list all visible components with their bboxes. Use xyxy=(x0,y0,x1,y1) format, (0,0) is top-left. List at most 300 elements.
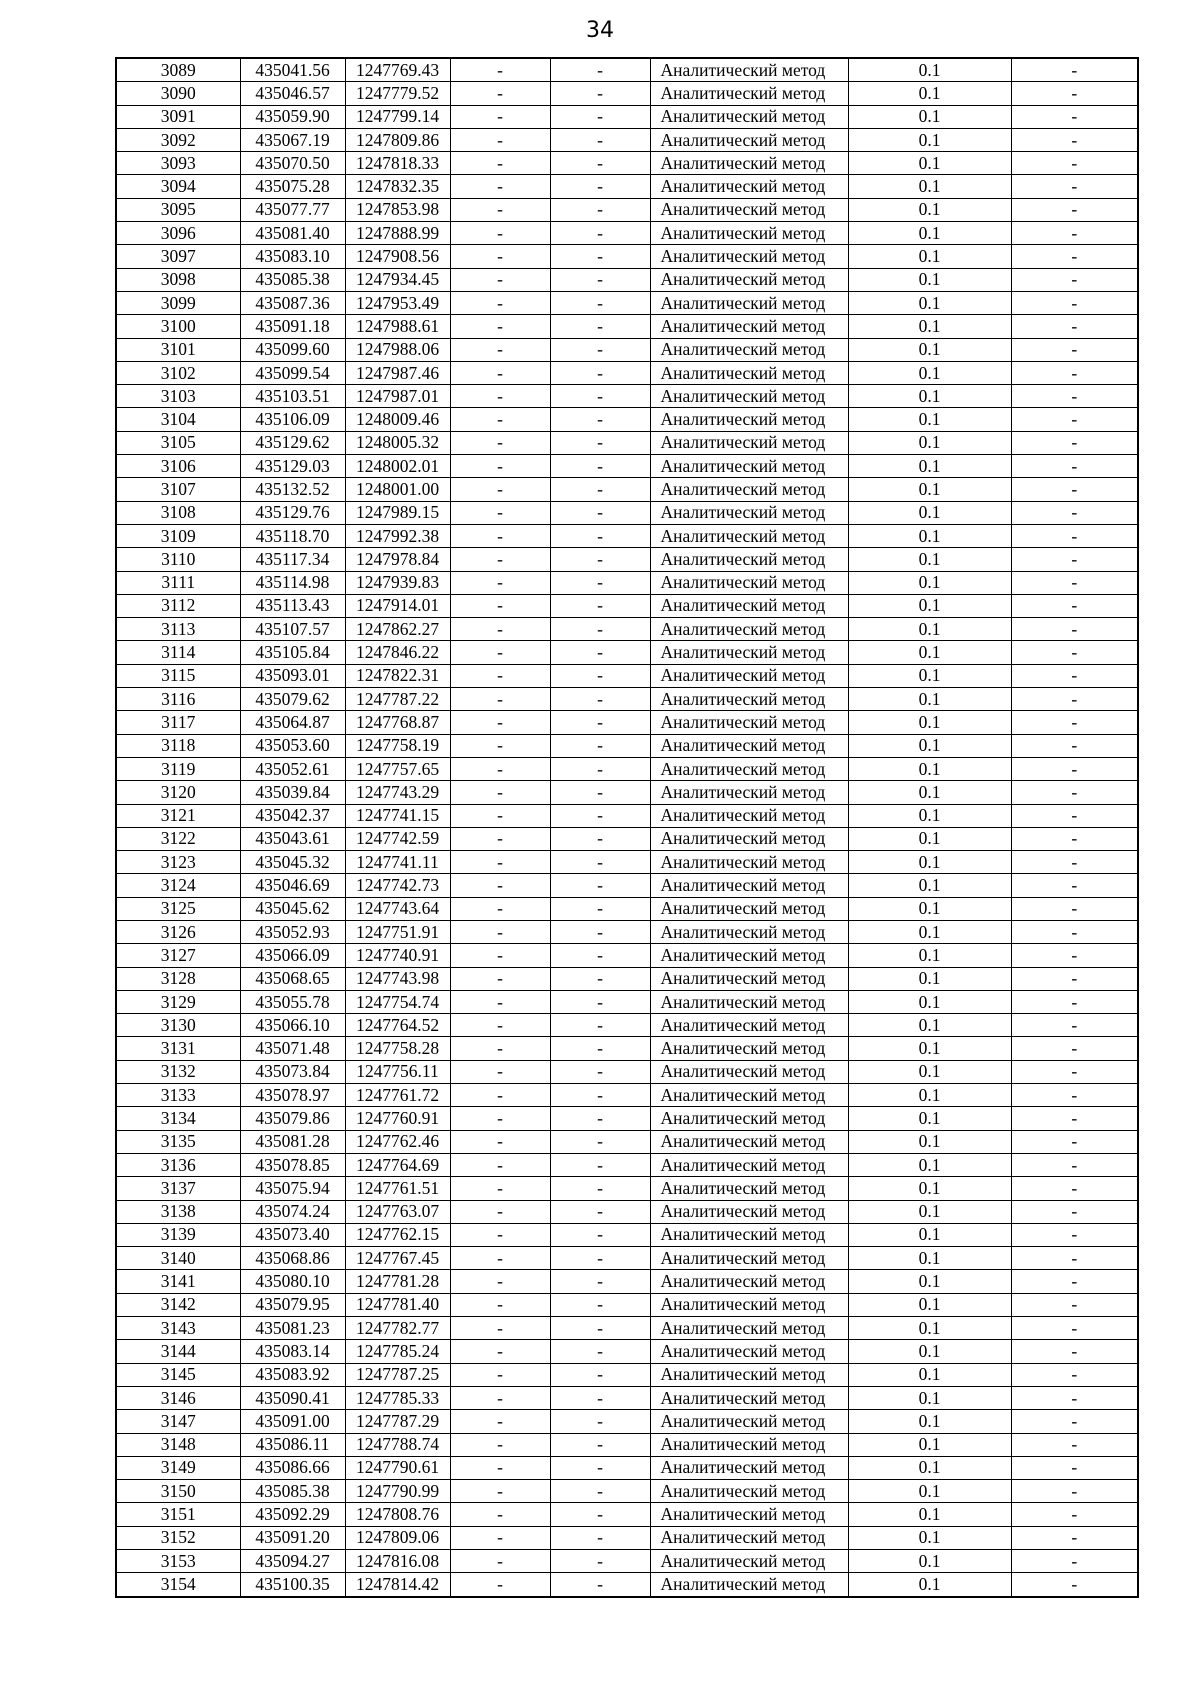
x-coordinate: 435129.62 xyxy=(240,431,345,454)
point-number: 3118 xyxy=(116,734,240,757)
point-number: 3092 xyxy=(116,128,240,151)
point-number: 3121 xyxy=(116,804,240,827)
accuracy-value: 0.1 xyxy=(848,688,1011,711)
point-number: 3100 xyxy=(116,315,240,338)
table-row xyxy=(116,1130,1138,1153)
point-number: 3142 xyxy=(116,1293,240,1316)
y-coordinate: 1248002.01 xyxy=(345,455,450,478)
col-8-value: - xyxy=(1011,804,1138,827)
col-5-value: - xyxy=(550,1060,650,1083)
col-4-value: - xyxy=(450,1456,550,1479)
method-name: Аналитический метод xyxy=(650,478,848,501)
col-5-value: - xyxy=(550,781,650,804)
table-row xyxy=(116,641,1138,664)
col-4-value: - xyxy=(450,501,550,524)
col-4-value: - xyxy=(450,920,550,943)
method-name: Аналитический метод xyxy=(650,571,848,594)
accuracy-value: 0.1 xyxy=(848,664,1011,687)
method-name: Аналитический метод xyxy=(650,385,848,408)
x-coordinate: 435068.65 xyxy=(240,967,345,990)
accuracy-value: 0.1 xyxy=(848,594,1011,617)
col-8-value: - xyxy=(1011,1480,1138,1503)
col-4-value: - xyxy=(450,897,550,920)
y-coordinate: 1247743.64 xyxy=(345,897,450,920)
col-5-value: - xyxy=(550,897,650,920)
col-4-value: - xyxy=(450,1084,550,1107)
table-row xyxy=(116,1503,1138,1526)
y-coordinate: 1247934.45 xyxy=(345,268,450,291)
y-coordinate: 1247787.25 xyxy=(345,1363,450,1386)
col-5-value: - xyxy=(550,804,650,827)
col-4-value: - xyxy=(450,641,550,664)
x-coordinate: 435099.60 xyxy=(240,338,345,361)
accuracy-value: 0.1 xyxy=(848,361,1011,384)
col-5-value: - xyxy=(550,548,650,571)
x-coordinate: 435085.38 xyxy=(240,268,345,291)
point-number: 3154 xyxy=(116,1573,240,1597)
accuracy-value: 0.1 xyxy=(848,757,1011,780)
col-8-value: - xyxy=(1011,338,1138,361)
accuracy-value: 0.1 xyxy=(848,431,1011,454)
x-coordinate: 435046.57 xyxy=(240,82,345,105)
col-5-value: - xyxy=(550,338,650,361)
y-coordinate: 1247816.08 xyxy=(345,1550,450,1573)
x-coordinate: 435100.35 xyxy=(240,1573,345,1597)
method-name: Аналитический метод xyxy=(650,967,848,990)
col-5-value: - xyxy=(550,1573,650,1597)
y-coordinate: 1247862.27 xyxy=(345,618,450,641)
method-name: Аналитический метод xyxy=(650,1526,848,1549)
col-4-value: - xyxy=(450,757,550,780)
accuracy-value: 0.1 xyxy=(848,920,1011,943)
x-coordinate: 435107.57 xyxy=(240,618,345,641)
col-5-value: - xyxy=(550,711,650,734)
table-row xyxy=(116,338,1138,361)
col-5-value: - xyxy=(550,1177,650,1200)
table-row xyxy=(116,1107,1138,1130)
table-row xyxy=(116,268,1138,291)
x-coordinate: 435045.32 xyxy=(240,851,345,874)
y-coordinate: 1247767.45 xyxy=(345,1247,450,1270)
col-8-value: - xyxy=(1011,1177,1138,1200)
col-4-value: - xyxy=(450,1317,550,1340)
table-row xyxy=(116,1270,1138,1293)
x-coordinate: 435068.86 xyxy=(240,1247,345,1270)
method-name: Аналитический метод xyxy=(650,1084,848,1107)
table-row xyxy=(116,1526,1138,1549)
x-coordinate: 435067.19 xyxy=(240,128,345,151)
col-5-value: - xyxy=(550,1107,650,1130)
point-number: 3129 xyxy=(116,990,240,1013)
accuracy-value: 0.1 xyxy=(848,1526,1011,1549)
col-4-value: - xyxy=(450,874,550,897)
method-name: Аналитический метод xyxy=(650,198,848,221)
col-8-value: - xyxy=(1011,1223,1138,1246)
col-5-value: - xyxy=(550,1223,650,1246)
point-number: 3148 xyxy=(116,1433,240,1456)
method-name: Аналитический метод xyxy=(650,1433,848,1456)
accuracy-value: 0.1 xyxy=(848,1503,1011,1526)
accuracy-value: 0.1 xyxy=(848,128,1011,151)
point-number: 3094 xyxy=(116,175,240,198)
accuracy-value: 0.1 xyxy=(848,1223,1011,1246)
accuracy-value: 0.1 xyxy=(848,711,1011,734)
col-5-value: - xyxy=(550,198,650,221)
table-row xyxy=(116,1153,1138,1176)
point-number: 3145 xyxy=(116,1363,240,1386)
col-8-value: - xyxy=(1011,1060,1138,1083)
table-row xyxy=(116,827,1138,850)
col-5-value: - xyxy=(550,478,650,501)
method-name: Аналитический метод xyxy=(650,920,848,943)
x-coordinate: 435070.50 xyxy=(240,152,345,175)
col-8-value: - xyxy=(1011,1573,1138,1597)
x-coordinate: 435078.85 xyxy=(240,1153,345,1176)
col-8-value: - xyxy=(1011,1340,1138,1363)
col-4-value: - xyxy=(450,478,550,501)
table-row xyxy=(116,1573,1138,1597)
y-coordinate: 1247751.91 xyxy=(345,920,450,943)
col-4-value: - xyxy=(450,361,550,384)
method-name: Аналитический метод xyxy=(650,1200,848,1223)
col-5-value: - xyxy=(550,315,650,338)
col-5-value: - xyxy=(550,1550,650,1573)
col-4-value: - xyxy=(450,711,550,734)
y-coordinate: 1247988.06 xyxy=(345,338,450,361)
col-8-value: - xyxy=(1011,501,1138,524)
x-coordinate: 435081.28 xyxy=(240,1130,345,1153)
col-8-value: - xyxy=(1011,757,1138,780)
col-8-value: - xyxy=(1011,1247,1138,1270)
y-coordinate: 1247743.98 xyxy=(345,967,450,990)
x-coordinate: 435083.14 xyxy=(240,1340,345,1363)
y-coordinate: 1247762.46 xyxy=(345,1130,450,1153)
col-5-value: - xyxy=(550,1014,650,1037)
x-coordinate: 435080.10 xyxy=(240,1270,345,1293)
col-5-value: - xyxy=(550,571,650,594)
x-coordinate: 435114.98 xyxy=(240,571,345,594)
accuracy-value: 0.1 xyxy=(848,781,1011,804)
col-4-value: - xyxy=(450,967,550,990)
table-row xyxy=(116,361,1138,384)
col-8-value: - xyxy=(1011,1130,1138,1153)
col-8-value: - xyxy=(1011,920,1138,943)
point-number: 3151 xyxy=(116,1503,240,1526)
col-4-value: - xyxy=(450,524,550,547)
col-4-value: - xyxy=(450,105,550,128)
table-row xyxy=(116,897,1138,920)
accuracy-value: 0.1 xyxy=(848,1130,1011,1153)
method-name: Аналитический метод xyxy=(650,1550,848,1573)
accuracy-value: 0.1 xyxy=(848,82,1011,105)
col-8-value: - xyxy=(1011,1107,1138,1130)
col-8-value: - xyxy=(1011,734,1138,757)
x-coordinate: 435066.09 xyxy=(240,944,345,967)
table-row xyxy=(116,524,1138,547)
col-8-value: - xyxy=(1011,897,1138,920)
col-5-value: - xyxy=(550,455,650,478)
col-4-value: - xyxy=(450,734,550,757)
accuracy-value: 0.1 xyxy=(848,1177,1011,1200)
table-row xyxy=(116,920,1138,943)
col-4-value: - xyxy=(450,618,550,641)
method-name: Аналитический метод xyxy=(650,152,848,175)
col-4-value: - xyxy=(450,851,550,874)
method-name: Аналитический метод xyxy=(650,664,848,687)
method-name: Аналитический метод xyxy=(650,1247,848,1270)
point-number: 3091 xyxy=(116,105,240,128)
method-name: Аналитический метод xyxy=(650,1107,848,1130)
y-coordinate: 1247787.22 xyxy=(345,688,450,711)
x-coordinate: 435053.60 xyxy=(240,734,345,757)
col-4-value: - xyxy=(450,1526,550,1549)
accuracy-value: 0.1 xyxy=(848,641,1011,664)
method-name: Аналитический метод xyxy=(650,1503,848,1526)
method-name: Аналитический метод xyxy=(650,82,848,105)
x-coordinate: 435086.66 xyxy=(240,1456,345,1479)
method-name: Аналитический метод xyxy=(650,711,848,734)
method-name: Аналитический метод xyxy=(650,897,848,920)
col-4-value: - xyxy=(450,1177,550,1200)
method-name: Аналитический метод xyxy=(650,734,848,757)
col-4-value: - xyxy=(450,222,550,245)
accuracy-value: 0.1 xyxy=(848,1317,1011,1340)
y-coordinate: 1247787.29 xyxy=(345,1410,450,1433)
accuracy-value: 0.1 xyxy=(848,1456,1011,1479)
method-name: Аналитический метод xyxy=(650,804,848,827)
table-row xyxy=(116,501,1138,524)
accuracy-value: 0.1 xyxy=(848,105,1011,128)
col-5-value: - xyxy=(550,1084,650,1107)
table-row xyxy=(116,967,1138,990)
col-4-value: - xyxy=(450,594,550,617)
col-8-value: - xyxy=(1011,1550,1138,1573)
col-4-value: - xyxy=(450,827,550,850)
col-8-value: - xyxy=(1011,1317,1138,1340)
table-row xyxy=(116,664,1138,687)
x-coordinate: 435059.90 xyxy=(240,105,345,128)
accuracy-value: 0.1 xyxy=(848,1386,1011,1409)
y-coordinate: 1247978.84 xyxy=(345,548,450,571)
col-5-value: - xyxy=(550,874,650,897)
point-number: 3103 xyxy=(116,385,240,408)
col-5-value: - xyxy=(550,1386,650,1409)
col-5-value: - xyxy=(550,291,650,314)
x-coordinate: 435087.36 xyxy=(240,291,345,314)
col-8-value: - xyxy=(1011,967,1138,990)
col-4-value: - xyxy=(450,291,550,314)
y-coordinate: 1247742.59 xyxy=(345,827,450,850)
method-name: Аналитический метод xyxy=(650,1480,848,1503)
col-4-value: - xyxy=(450,1130,550,1153)
point-number: 3128 xyxy=(116,967,240,990)
table-row xyxy=(116,874,1138,897)
method-name: Аналитический метод xyxy=(650,58,848,82)
x-coordinate: 435118.70 xyxy=(240,524,345,547)
col-4-value: - xyxy=(450,944,550,967)
col-5-value: - xyxy=(550,1526,650,1549)
x-coordinate: 435083.92 xyxy=(240,1363,345,1386)
table-row xyxy=(116,1200,1138,1223)
y-coordinate: 1247989.15 xyxy=(345,501,450,524)
table-row xyxy=(116,1550,1138,1573)
col-4-value: - xyxy=(450,1480,550,1503)
col-5-value: - xyxy=(550,431,650,454)
col-8-value: - xyxy=(1011,641,1138,664)
col-8-value: - xyxy=(1011,1503,1138,1526)
y-coordinate: 1247769.43 xyxy=(345,58,450,82)
col-4-value: - xyxy=(450,1550,550,1573)
y-coordinate: 1248009.46 xyxy=(345,408,450,431)
y-coordinate: 1247741.11 xyxy=(345,851,450,874)
table-row xyxy=(116,82,1138,105)
col-8-value: - xyxy=(1011,58,1138,82)
col-5-value: - xyxy=(550,1433,650,1456)
point-number: 3098 xyxy=(116,268,240,291)
accuracy-value: 0.1 xyxy=(848,1293,1011,1316)
accuracy-value: 0.1 xyxy=(848,315,1011,338)
col-4-value: - xyxy=(450,571,550,594)
y-coordinate: 1247987.46 xyxy=(345,361,450,384)
col-4-value: - xyxy=(450,1503,550,1526)
y-coordinate: 1247808.76 xyxy=(345,1503,450,1526)
accuracy-value: 0.1 xyxy=(848,268,1011,291)
col-5-value: - xyxy=(550,105,650,128)
point-number: 3133 xyxy=(116,1084,240,1107)
y-coordinate: 1247763.07 xyxy=(345,1200,450,1223)
x-coordinate: 435052.61 xyxy=(240,757,345,780)
col-8-value: - xyxy=(1011,361,1138,384)
table-row xyxy=(116,548,1138,571)
accuracy-value: 0.1 xyxy=(848,1340,1011,1363)
x-coordinate: 435039.84 xyxy=(240,781,345,804)
col-8-value: - xyxy=(1011,175,1138,198)
x-coordinate: 435083.10 xyxy=(240,245,345,268)
col-5-value: - xyxy=(550,1410,650,1433)
col-8-value: - xyxy=(1011,268,1138,291)
point-number: 3130 xyxy=(116,1014,240,1037)
accuracy-value: 0.1 xyxy=(848,1363,1011,1386)
col-8-value: - xyxy=(1011,1153,1138,1176)
accuracy-value: 0.1 xyxy=(848,175,1011,198)
col-5-value: - xyxy=(550,1153,650,1176)
x-coordinate: 435079.86 xyxy=(240,1107,345,1130)
y-coordinate: 1247781.40 xyxy=(345,1293,450,1316)
col-5-value: - xyxy=(550,501,650,524)
col-8-value: - xyxy=(1011,944,1138,967)
accuracy-value: 0.1 xyxy=(848,1060,1011,1083)
point-number: 3105 xyxy=(116,431,240,454)
col-5-value: - xyxy=(550,1200,650,1223)
col-5-value: - xyxy=(550,1480,650,1503)
point-number: 3132 xyxy=(116,1060,240,1083)
col-5-value: - xyxy=(550,58,650,82)
col-5-value: - xyxy=(550,1503,650,1526)
x-coordinate: 435075.28 xyxy=(240,175,345,198)
accuracy-value: 0.1 xyxy=(848,408,1011,431)
point-number: 3131 xyxy=(116,1037,240,1060)
method-name: Аналитический метод xyxy=(650,1060,848,1083)
point-number: 3144 xyxy=(116,1340,240,1363)
y-coordinate: 1247818.33 xyxy=(345,152,450,175)
col-8-value: - xyxy=(1011,1270,1138,1293)
x-coordinate: 435106.09 xyxy=(240,408,345,431)
table-row xyxy=(116,1386,1138,1409)
col-5-value: - xyxy=(550,1270,650,1293)
x-coordinate: 435113.43 xyxy=(240,594,345,617)
col-4-value: - xyxy=(450,175,550,198)
point-number: 3122 xyxy=(116,827,240,850)
accuracy-value: 0.1 xyxy=(848,1573,1011,1597)
y-coordinate: 1247742.73 xyxy=(345,874,450,897)
x-coordinate: 435117.34 xyxy=(240,548,345,571)
col-4-value: - xyxy=(450,781,550,804)
x-coordinate: 435079.95 xyxy=(240,1293,345,1316)
y-coordinate: 1247908.56 xyxy=(345,245,450,268)
y-coordinate: 1247988.61 xyxy=(345,315,450,338)
table-row xyxy=(116,1363,1138,1386)
col-4-value: - xyxy=(450,664,550,687)
col-8-value: - xyxy=(1011,431,1138,454)
col-8-value: - xyxy=(1011,455,1138,478)
col-8-value: - xyxy=(1011,594,1138,617)
col-4-value: - xyxy=(450,1363,550,1386)
table-row xyxy=(116,804,1138,827)
col-8-value: - xyxy=(1011,198,1138,221)
col-4-value: - xyxy=(450,1223,550,1246)
accuracy-value: 0.1 xyxy=(848,1153,1011,1176)
accuracy-value: 0.1 xyxy=(848,967,1011,990)
method-name: Аналитический метод xyxy=(650,222,848,245)
col-5-value: - xyxy=(550,1037,650,1060)
accuracy-value: 0.1 xyxy=(848,571,1011,594)
method-name: Аналитический метод xyxy=(650,175,848,198)
x-coordinate: 435077.77 xyxy=(240,198,345,221)
method-name: Аналитический метод xyxy=(650,618,848,641)
accuracy-value: 0.1 xyxy=(848,501,1011,524)
col-4-value: - xyxy=(450,1107,550,1130)
col-4-value: - xyxy=(450,245,550,268)
y-coordinate: 1247846.22 xyxy=(345,641,450,664)
y-coordinate: 1247754.74 xyxy=(345,990,450,1013)
point-number: 3125 xyxy=(116,897,240,920)
method-name: Аналитический метод xyxy=(650,851,848,874)
x-coordinate: 435075.94 xyxy=(240,1177,345,1200)
method-name: Аналитический метод xyxy=(650,408,848,431)
col-8-value: - xyxy=(1011,711,1138,734)
col-5-value: - xyxy=(550,1317,650,1340)
y-coordinate: 1247764.52 xyxy=(345,1014,450,1037)
x-coordinate: 435042.37 xyxy=(240,804,345,827)
col-5-value: - xyxy=(550,1340,650,1363)
table-row xyxy=(116,1177,1138,1200)
table-row xyxy=(116,455,1138,478)
col-5-value: - xyxy=(550,594,650,617)
y-coordinate: 1247953.49 xyxy=(345,291,450,314)
y-coordinate: 1247832.35 xyxy=(345,175,450,198)
method-name: Аналитический метод xyxy=(650,757,848,780)
table-row xyxy=(116,1317,1138,1340)
y-coordinate: 1247788.74 xyxy=(345,1433,450,1456)
col-8-value: - xyxy=(1011,222,1138,245)
point-number: 3107 xyxy=(116,478,240,501)
col-8-value: - xyxy=(1011,1014,1138,1037)
y-coordinate: 1247809.06 xyxy=(345,1526,450,1549)
table-row xyxy=(116,618,1138,641)
point-number: 3139 xyxy=(116,1223,240,1246)
method-name: Аналитический метод xyxy=(650,874,848,897)
x-coordinate: 435085.38 xyxy=(240,1480,345,1503)
